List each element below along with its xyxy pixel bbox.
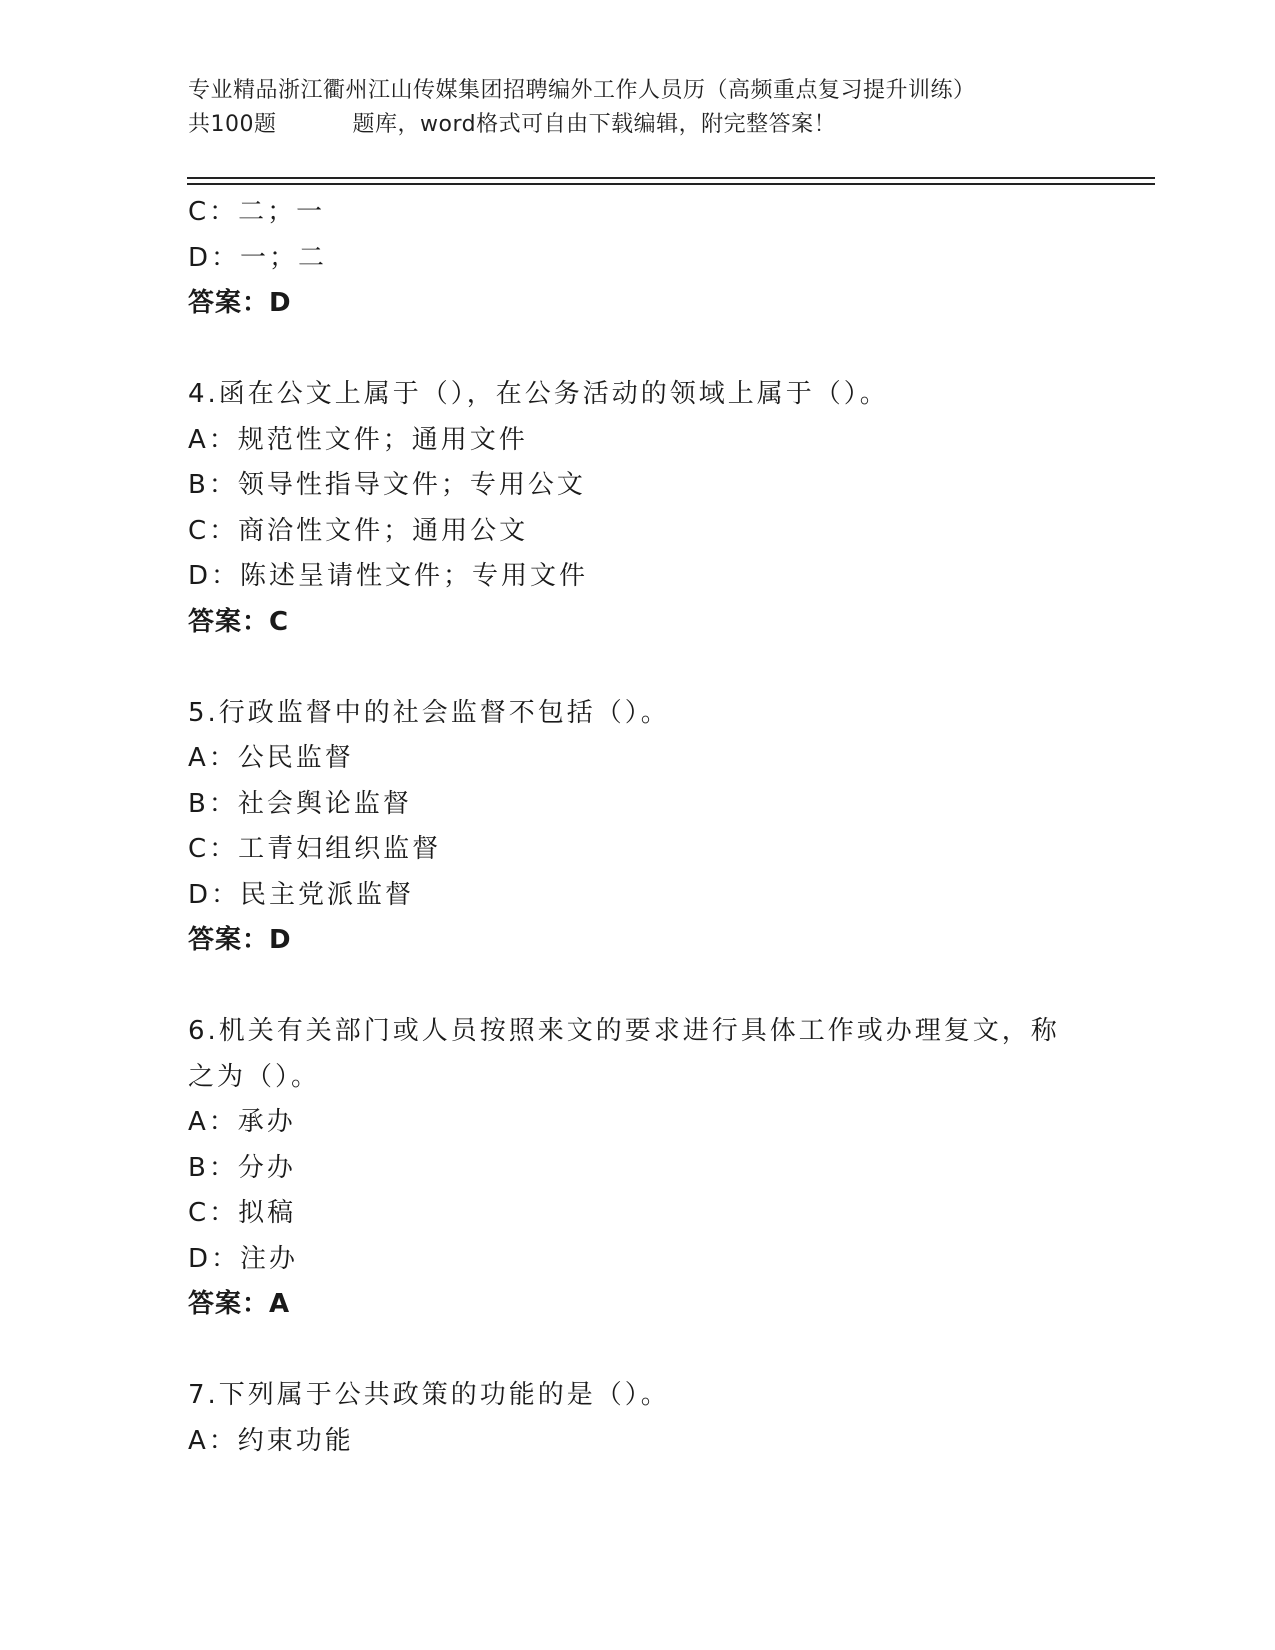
header-title-line: 专业精品浙江衢州江山传媒集团招聘编外工作人员历（高频重点复习提升训练） <box>188 78 976 103</box>
question-text: 7.下列属于公共政策的功能的是（）。 <box>188 1380 670 1410</box>
header-divider-top <box>187 177 1155 179</box>
question-block-5 <box>188 691 1088 964</box>
question-block-6 <box>188 1009 1088 1328</box>
document-header <box>188 74 1108 142</box>
option-a: A：规范性文件；通用文件 <box>188 424 528 455</box>
option-b: B：分办 <box>188 1152 296 1183</box>
option-d: D：民主党派监督 <box>188 879 415 910</box>
option-c: C：商洽性文件；通用公文 <box>188 515 529 546</box>
option-b: B：领导性指导文件；专用公文 <box>188 470 586 500</box>
question-block-3 <box>188 190 1088 327</box>
header-subtitle-line <box>188 108 1108 142</box>
question-text-line2: 之为（）。 <box>188 1061 321 1092</box>
option-c: C：工青妇组织监督 <box>188 834 442 864</box>
option-c: C：二；一 <box>188 197 326 227</box>
option-d: D：注办 <box>188 1243 299 1274</box>
question-list <box>188 190 1088 1464</box>
question-text: 4.函在公文上属于（），在公务活动的领域上属于（）。 <box>188 379 889 409</box>
option-a: A：约束功能 <box>188 1425 354 1456</box>
question-text: 5.行政监督中的社会监督不包括（）。 <box>188 697 670 728</box>
header-question-count: 共100题 <box>188 112 277 137</box>
answer-line: 答案：C <box>188 606 290 637</box>
header-divider-bottom <box>187 183 1155 185</box>
question-text-line1: 6.机关有关部门或人员按照来文的要求进行具体工作或办理复文，称 <box>188 1016 1060 1046</box>
answer-line: 答案：D <box>188 288 292 318</box>
answer-line: 答案：A <box>188 1289 291 1319</box>
answer-line: 答案：D <box>188 925 292 955</box>
question-block-4 <box>188 372 1088 645</box>
option-c: C：拟稿 <box>188 1198 297 1228</box>
option-b: B：社会舆论监督 <box>188 788 412 819</box>
option-a: A：承办 <box>188 1107 296 1137</box>
option-d: D：一；二 <box>188 242 328 273</box>
option-d: D：陈述呈请性文件；专用文件 <box>188 561 589 591</box>
option-a: A：公民监督 <box>188 743 354 773</box>
question-block-7 <box>188 1373 1088 1464</box>
header-description: 题库，word格式可自由下载编辑，附完整答案！ <box>352 112 837 137</box>
